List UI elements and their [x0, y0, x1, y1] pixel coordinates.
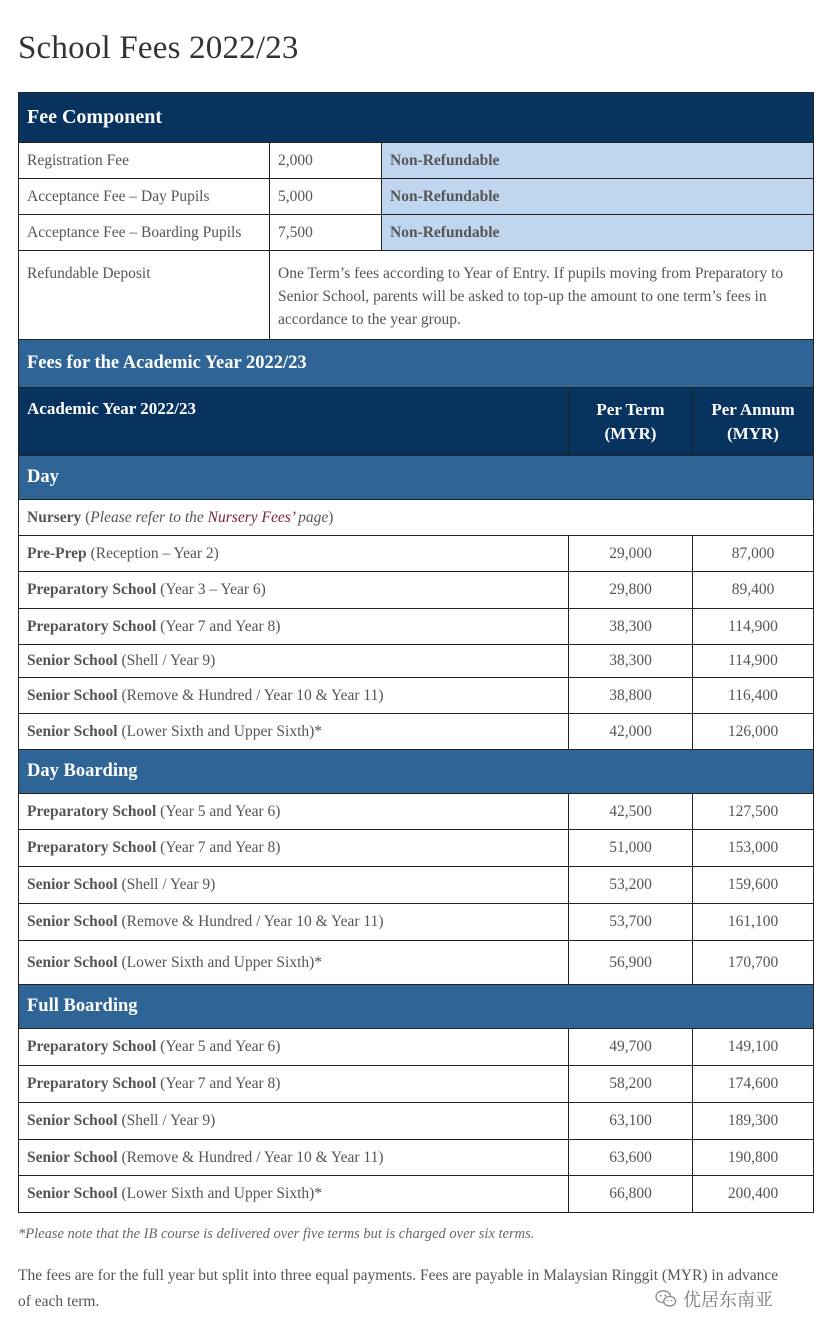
ib-footnote: *Please note that the IB course is delivered over five terms but is charged over six terms. [18, 1226, 535, 1242]
per-term-value: 42,000 [569, 714, 693, 750]
year-range: (Lower Sixth and Upper Sixth)* [117, 953, 323, 971]
table-row [19, 1176, 814, 1213]
per-term-value: 49,700 [569, 1029, 693, 1066]
fee-note: Non-Refundable [382, 179, 814, 215]
table-row [19, 645, 814, 678]
table-row [19, 941, 814, 985]
section-heading-full-boarding: Full Boarding [19, 985, 814, 1029]
row-label [19, 645, 569, 678]
year-range: (Remove & Hundred / Year 10 & Year 11) [117, 1148, 384, 1166]
per-annum-value: 190,800 [693, 1140, 814, 1176]
deposit-name: Refundable Deposit [19, 251, 270, 340]
school-name: Senior School [27, 686, 118, 704]
per-annum-value: 170,700 [693, 941, 814, 985]
fee-row [19, 215, 814, 251]
school-name: Senior School [27, 913, 118, 930]
school-name: Preparatory School [27, 581, 157, 598]
deposit-row [19, 251, 814, 340]
nursery-cell [19, 500, 814, 536]
year-range: (Remove & Hundred / Year 10 & Year 11) [117, 686, 384, 704]
school-name: Senior School [27, 1185, 118, 1202]
nursery-row [19, 500, 814, 536]
fee-row [19, 143, 814, 179]
fee-note: Non-Refundable [382, 143, 814, 179]
fee-name: Acceptance Fee – Day Pupils [19, 179, 270, 215]
year-range: (Year 3 – Year 6) [156, 581, 266, 598]
row-label [19, 1140, 569, 1176]
table-row [19, 1140, 814, 1176]
per-term-value: 51,000 [569, 830, 693, 867]
table-row [19, 867, 814, 904]
per-term-value: 58,200 [569, 1066, 693, 1103]
per-term-value: 29,000 [569, 536, 693, 572]
page-title: School Fees 2022/23 [18, 30, 299, 66]
fee-note: Non-Refundable [382, 215, 814, 251]
table-row [19, 536, 814, 572]
col-per-annum-label: Per Annum [711, 399, 795, 419]
table-row [19, 830, 814, 867]
col-per-term-label: Per Term [596, 399, 665, 419]
school-name: Senior School [27, 1148, 118, 1166]
school-name: Senior School [27, 722, 118, 740]
per-term-value: 56,900 [569, 941, 693, 985]
year-range: (Shell / Year 9) [117, 652, 216, 669]
per-annum-value: 153,000 [693, 830, 814, 867]
row-label [19, 714, 569, 750]
table-row [19, 1029, 814, 1066]
row-label [19, 572, 569, 609]
per-term-value: 38,800 [569, 678, 693, 714]
col-per-annum-unit: (MYR) [727, 423, 779, 443]
section-heading-day-boarding: Day Boarding [19, 750, 814, 794]
school-name: Senior School [27, 1112, 118, 1129]
table-row [19, 794, 814, 830]
table-row [19, 1103, 814, 1140]
fee-row [19, 179, 814, 215]
year-range: (Year 5 and Year 6) [156, 1038, 281, 1055]
table-row [19, 678, 814, 714]
per-term-value: 63,600 [569, 1140, 693, 1176]
fee-amount: 2,000 [270, 143, 382, 179]
academic-heading: Fees for the Academic Year 2022/23 [19, 340, 814, 388]
per-term-value: 38,300 [569, 609, 693, 645]
row-label [19, 536, 569, 572]
school-name: Preparatory School [27, 1075, 157, 1092]
per-term-value: 66,800 [569, 1176, 693, 1213]
per-annum-value: 200,400 [693, 1176, 814, 1213]
school-name: Senior School [27, 953, 118, 971]
table-row [19, 572, 814, 609]
nursery-paren-close: ) [328, 508, 334, 526]
row-label [19, 1176, 569, 1213]
table-row [19, 1066, 814, 1103]
school-name: Preparatory School [27, 839, 157, 856]
row-label [19, 678, 569, 714]
school-name: Preparatory School [27, 1038, 157, 1055]
per-annum-value: 87,000 [693, 536, 814, 572]
year-range: (Lower Sixth and Upper Sixth)* [117, 1185, 323, 1202]
col-per-term [569, 388, 693, 456]
school-name: Senior School [27, 652, 118, 669]
per-annum-value: 126,000 [693, 714, 814, 750]
row-label [19, 1029, 569, 1066]
per-term-value: 38,300 [569, 645, 693, 678]
year-range: (Shell / Year 9) [117, 1112, 216, 1129]
per-term-value: 53,200 [569, 867, 693, 904]
year-range: (Year 7 and Year 8) [156, 839, 281, 856]
nursery-note-end: page [294, 508, 329, 526]
table-row [19, 904, 814, 941]
per-annum-value: 159,600 [693, 867, 814, 904]
col-per-annum [693, 388, 814, 456]
col-per-term-unit: (MYR) [604, 423, 657, 443]
wechat-icon [655, 1289, 677, 1309]
per-annum-value: 114,900 [693, 609, 814, 645]
year-range: (Year 7 and Year 8) [156, 1075, 281, 1092]
row-label [19, 609, 569, 645]
year-range: (Lower Sixth and Upper Sixth)* [117, 722, 323, 740]
watermark-text: 优居东南亚 [683, 1290, 773, 1311]
row-label [19, 904, 569, 941]
section-heading-day: Day [19, 456, 814, 500]
per-annum-value: 174,600 [693, 1066, 814, 1103]
fee-amount: 7,500 [270, 215, 382, 251]
fee-name: Acceptance Fee – Boarding Pupils [19, 215, 270, 251]
deposit-description: One Term’s fees according to Year of Entry. If pupils moving from Preparatory to Senior School, parents will be asked to top-up the amount to one term’s fees in accordance to the year group. [270, 251, 814, 340]
per-term-value: 63,100 [569, 1103, 693, 1140]
nursery-note: Please refer to the [90, 508, 208, 526]
fee-name: Registration Fee [19, 143, 270, 179]
school-name: Preparatory School [27, 802, 157, 820]
row-label [19, 830, 569, 867]
nursery-paren-open: ( [81, 508, 91, 526]
year-range: (Shell / Year 9) [117, 876, 216, 893]
row-label [19, 867, 569, 904]
per-annum-value: 161,100 [693, 904, 814, 941]
row-label [19, 794, 569, 830]
row-label [19, 1103, 569, 1140]
year-range: (Year 5 and Year 6) [156, 802, 281, 820]
fee-amount: 5,000 [270, 179, 382, 215]
row-label [19, 941, 569, 985]
nursery-fees-link[interactable]: Nursery Fees’ [207, 508, 295, 526]
fee-component-heading: Fee Component [19, 93, 814, 143]
column-header-row [19, 388, 814, 456]
per-term-value: 53,700 [569, 904, 693, 941]
per-annum-value: 114,900 [693, 645, 814, 678]
table-row [19, 609, 814, 645]
per-term-value: 42,500 [569, 794, 693, 830]
per-term-value: 29,800 [569, 572, 693, 609]
per-annum-value: 149,100 [693, 1029, 814, 1066]
per-annum-value: 116,400 [693, 678, 814, 714]
watermark [655, 1286, 773, 1312]
col-academic-year: Academic Year 2022/23 [19, 388, 569, 456]
payment-note: The fees are for the full year but split into three equal payments. Fees are payable in Malaysian Ringgit (MYR) in advance of each term. [18, 1267, 779, 1310]
school-name: Preparatory School [27, 617, 157, 635]
school-name: Senior School [27, 876, 118, 893]
per-annum-value: 189,300 [693, 1103, 814, 1140]
school-name: Pre-Prep [27, 544, 87, 562]
year-range: (Reception – Year 2) [86, 544, 219, 562]
per-annum-value: 89,400 [693, 572, 814, 609]
per-annum-value: 127,500 [693, 794, 814, 830]
year-range: (Remove & Hundred / Year 10 & Year 11) [117, 913, 384, 930]
fees-table [18, 92, 814, 1213]
table-row [19, 714, 814, 750]
nursery-label: Nursery [27, 508, 82, 526]
year-range: (Year 7 and Year 8) [156, 617, 281, 635]
row-label [19, 1066, 569, 1103]
